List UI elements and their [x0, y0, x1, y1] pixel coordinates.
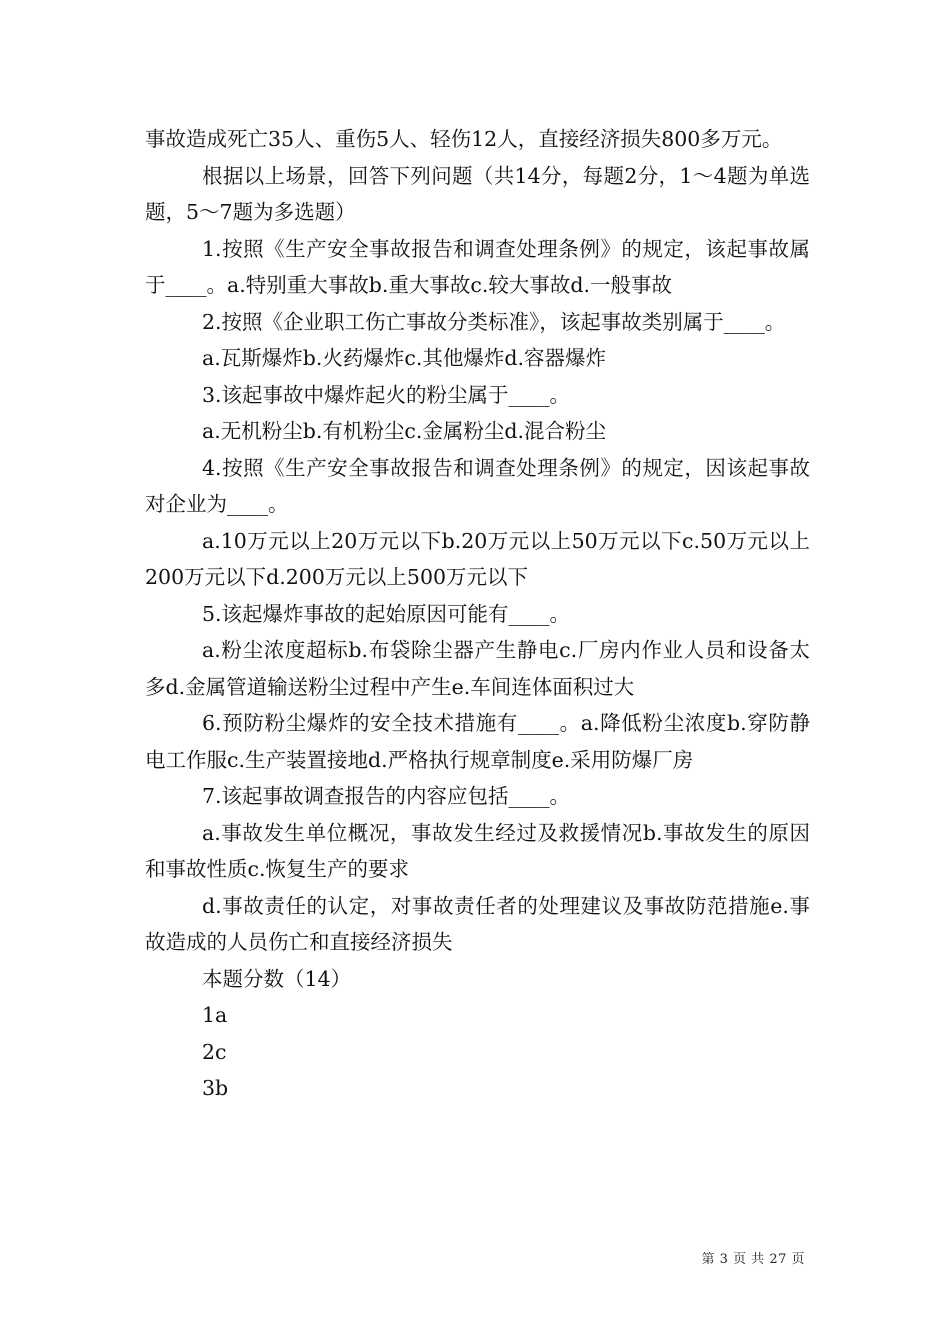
score-heading: 本题分数（14）	[202, 966, 352, 991]
question-7-options-a-c: a.事故发生单位概况，事故发生经过及救援情况b.事故发生的原因和事故性质c.恢复生产的要求	[145, 820, 810, 881]
question-4: 4.按照《生产安全事故报告和调查处理条例》的规定，因该起事故对企业为____。	[145, 455, 810, 516]
answer-2: 2c	[202, 1039, 227, 1064]
question-3-options: a.无机粉尘b.有机粉尘c.金属粉尘d.混合粉尘	[202, 419, 607, 443]
question-1: 1.按照《生产安全事故报告和调查处理条例》的规定，该起事故属于____。a.特别重大事故b.重大事故c.较大事故d.一般事故	[145, 236, 810, 297]
paragraph-1: 事故造成死亡35人、重伤5人、轻伤12人，直接经济损失800多万元。	[145, 127, 783, 151]
document-body	[145, 121, 810, 1107]
question-4-options: a.10万元以上20万元以下b.20万元以上50万元以下c.50万元以上200万元以下d.200万元以上500万元以下	[145, 528, 810, 589]
paragraph-2: 根据以上场景，回答下列问题（共14分，每题2分，1～4题为单选题，5～7题为多选题）	[145, 163, 810, 224]
question-2: 2.按照《企业职工伤亡事故分类标准》，该起事故类别属于____。	[202, 309, 786, 334]
question-7: 7.该起事故调查报告的内容应包括____。	[202, 784, 571, 808]
question-7-options-d-e: d.事故责任的认定，对事故责任者的处理建议及事故防范措施e.事故造成的人员伤亡和直接经济损失	[145, 893, 810, 954]
answer-1: 1a	[202, 1003, 228, 1027]
question-3: 3.该起事故中爆炸起火的粉尘属于____。	[202, 382, 571, 407]
question-5: 5.该起爆炸事故的起始原因可能有____。	[202, 601, 571, 626]
answer-3: 3b	[202, 1076, 229, 1100]
question-6: 6.预防粉尘爆炸的安全技术措施有____。a.降低粉尘浓度b.穿防静电工作服c.生产装置接地d.严格执行规章制度e.采用防爆厂房	[145, 711, 810, 772]
question-2-options: a.瓦斯爆炸b.火药爆炸c.其他爆炸d.容器爆炸	[202, 346, 607, 370]
page-footer: 第 3 页 共 27 页	[701, 1252, 805, 1267]
question-5-options: a.粉尘浓度超标b.布袋除尘器产生静电c.厂房内作业人员和设备太多d.金属管道输送粉尘过程中产生e.车间连体面积过大	[145, 638, 810, 699]
